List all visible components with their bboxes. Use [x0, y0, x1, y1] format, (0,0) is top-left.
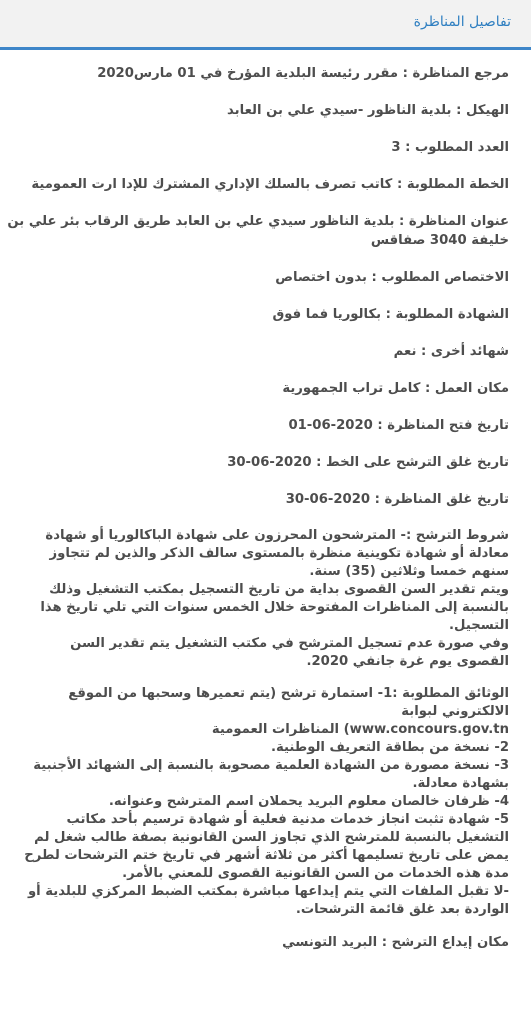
- field-value: 01-06-2020: [288, 418, 373, 433]
- field-deposit-place: [6, 933, 509, 952]
- documents-line: التشغيل بالنسبة للمترشح الذي تجاوز السن القانونية بصفة طالب شغل لم: [34, 830, 509, 845]
- field-value: مقرر رئيسة البلدية المؤرخ في 01 مارس2020: [97, 66, 398, 81]
- details-content: [0, 50, 531, 952]
- page-title: تفاصيل المناظرة: [413, 14, 511, 30]
- conditions-line: وفي صورة عدم تسجيل المترشح في مكتب التشغيل يتم تقدير السن: [70, 636, 509, 651]
- field-label: تاريخ فتح المناظرة :: [373, 418, 509, 433]
- field-label: تاريخ غلق الترشح على الخط :: [312, 455, 509, 470]
- field-value: نعم: [393, 344, 417, 359]
- field-value: بلدية الناظور -سيدي علي بن العابد: [227, 103, 452, 118]
- field-degree: [6, 305, 509, 324]
- field-label: تاريخ غلق المناظرة :: [370, 492, 509, 507]
- documents-line: www.concours.gov.tn) المناظرات العمومية: [211, 722, 509, 737]
- documents-line: 4- ظرفان خالصان معلوم البريد يحملان اسم المترشح وعنوانه.: [108, 794, 509, 809]
- conditions-line: القصوى يوم غرة جانفي 2020.: [306, 654, 509, 669]
- field-label: مرجع المناظرة :: [398, 66, 509, 81]
- field-label: مكان إيداع الترشح :: [377, 935, 509, 950]
- documents-line: مدة هذه الخدمات من السن القانونية القصوى للمعني بالأمر.: [122, 866, 509, 881]
- documents-line: 5- شهادة تثبت انجاز خدمات مدنية فعلية أو شهادة ترسيم بأحد مكاتب: [66, 812, 509, 827]
- field-open-date: [6, 416, 509, 435]
- conditions-line: التسجيل.: [449, 618, 509, 633]
- documents-line: الالكتروني لبوابة: [401, 704, 509, 719]
- documents-line: بشهادة معادلة.: [412, 776, 509, 791]
- documents-line: يمض على تاريخ تسليمها أكثر من ثلاثة أشهر في تاريخ ختم الترشحات لطرح: [24, 848, 509, 863]
- field-workplace: [6, 379, 509, 398]
- field-address: [6, 212, 509, 250]
- conditions-line: بالنسبة إلى المناظرات المفتوحة خلال الخمس سنوات التي تلي تاريخ هذا: [40, 600, 509, 615]
- conditions-block: [6, 527, 509, 671]
- documents-line: 3- نسخة مصورة من الشهادة العلمية مصحوبة بالنسبة إلى الشهائد الأجنبية: [33, 758, 509, 773]
- conditions-line: سنهم خمسا وثلاثين (35) سنة.: [309, 564, 509, 579]
- field-plan: [6, 175, 509, 194]
- documents-line: الوثائق المطلوبة :1- استمارة ترشح (يتم تعميرها وسحبها من الموقع: [68, 686, 509, 701]
- field-label: الشهادة المطلوبة :: [381, 307, 509, 322]
- field-value: 30-06-2020: [285, 492, 371, 507]
- field-specialty: [6, 268, 509, 287]
- conditions-line: ويتم تقدير السن القصوى بداية من تاريخ التسجيل بمكتب التشغيل وذلك: [49, 582, 509, 597]
- field-reference: [6, 64, 509, 83]
- field-count: [6, 138, 509, 157]
- field-label: الاختصاص المطلوب :: [367, 270, 509, 285]
- conditions-line: معادلة أو شهادة تكوينية منظرة بالمستوى سالف الذكر والذين لم تتجاوز: [49, 546, 509, 561]
- field-value: بدون اختصاص: [275, 270, 367, 285]
- field-value: بلدية الناظور سيدي علي بن العابد طريق الرقاب بئر علي بن خليفة 3040 صفاقس: [7, 214, 509, 248]
- documents-line: 2- نسخة من بطاقة التعريف الوطنية.: [271, 740, 509, 755]
- field-value: كامل تراب الجمهورية: [282, 381, 421, 396]
- documents-line: -لا تقبل الملفات التي يتم إيداعها مباشرة بمكتب الضبط المركزي للبلدية أو: [27, 884, 509, 899]
- field-body: [6, 101, 509, 120]
- field-label: العدد المطلوب :: [401, 140, 509, 155]
- details-header: [0, 0, 531, 50]
- field-other-degrees: [6, 342, 509, 361]
- field-value: بكالوريا فما فوق: [272, 307, 382, 322]
- documents-block: [6, 685, 509, 919]
- field-online-close-date: [6, 453, 509, 472]
- field-value: 30-06-2020: [227, 455, 312, 470]
- field-close-date: [6, 490, 509, 509]
- field-value: البريد التونسي: [282, 935, 378, 950]
- documents-line: الواردة بعد غلق قائمة الترشحات.: [295, 902, 509, 917]
- field-label: عنوان المناظرة :: [394, 214, 509, 229]
- field-value: 3: [391, 140, 401, 155]
- conditions-line: شروط الترشح :- المترشحون المحرزون على شهادة الباكالوريا أو شهادة: [45, 528, 509, 543]
- field-value: كاتب تصرف بالسلك الإداري المشترك للإدا ارت العمومية: [31, 177, 393, 192]
- field-label: شهائد أخرى :: [416, 344, 509, 359]
- field-label: مكان العمل :: [420, 381, 509, 396]
- field-label: الخطة المطلوبة :: [392, 177, 509, 192]
- field-label: الهيكل :: [452, 103, 509, 118]
